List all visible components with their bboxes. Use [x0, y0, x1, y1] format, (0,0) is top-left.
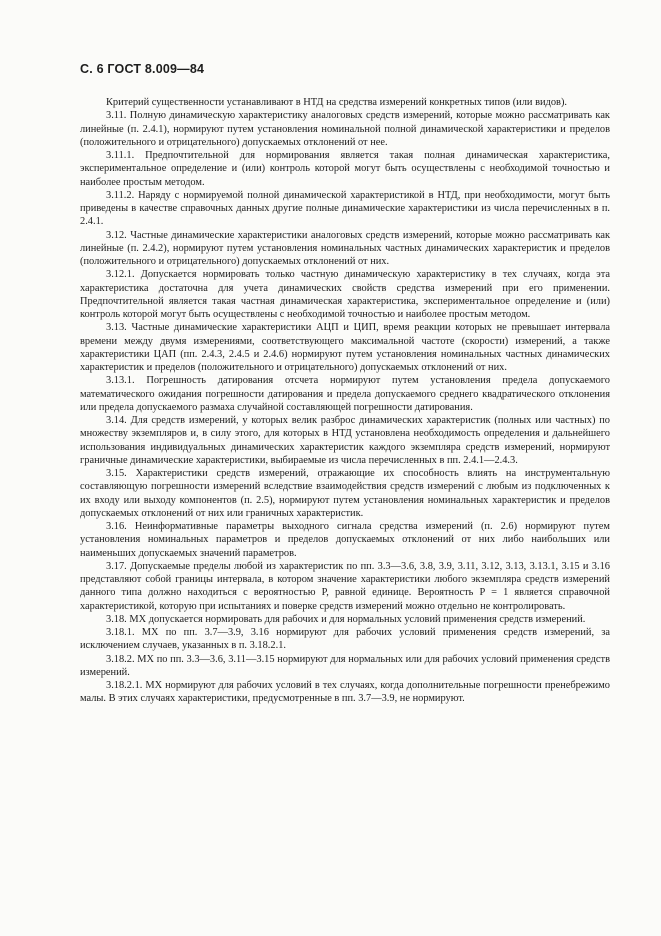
paragraph-3-15: 3.15. Характеристики средств измерений, отражающие их способность влиять на инструментальную составляющую погрешности измерений вследствие взаимодействия средств измерений с любым из подключенных к их входу или выходу компонентов (п. 2.5), нормируют путем установления номинальных характеристик и пределов допускаемых отклонений от них или граничных характеристик.: [80, 468, 610, 519]
paragraph-3-11-2: 3.11.2. Наряду с нормируемой полной динамической характеристикой в НТД, при необходимости, могут быть приведены в качестве справочных данных другие полные динамические характеристики из числа перечисленных в п. 2.4.1.: [80, 189, 610, 228]
document-body: [80, 96, 610, 706]
paragraph-3-17: 3.17. Допускаемые пределы любой из характеристик по пп. 3.3—3.6, 3.8, 3.9, 3.11, 3.12, 3.13, 3.13.1, 3.15 и 3.16 представляют собой границы интервала, в котором значение характеристики любого экземпляра средств измерений данного типа должно находиться с вероятностью P, равной единице. Вероятность P = 1 является справочной характеристикой, которую при испытаниях и поверке средств измерений можно отдельно не контролировать.: [80, 560, 610, 612]
paragraph-3-13: 3.13. Частные динамические характеристики АЦП и ЦИП, время реакции которых не превышает интервала времени между двумя измерениями, соответствующего максимальной частоте (скорости) измерений, а также характеристики ЦАП (пп. 2.4.3, 2.4.5 и 2.4.6) нормируют путем установления номинальных частных динамических характеристик и пределов (положительного и отрицательного) допускаемых отклонений от них.: [80, 322, 610, 373]
paragraph-3-13-1: 3.13.1. Погрешность датирования отсчета нормируют путем установления предела допускаемого математического ожидания погрешности датирования и предела допускаемого среднего квадратического отклонения или предела допускаемого размаха случайной составляющей погрешности датирования.: [80, 375, 610, 413]
paragraph-3-11-1: 3.11.1. Предпочтительной для нормирования является такая полная динамическая характеристика, экспериментальное определение и (или) контроль которой могут быть осуществлены с необходимой точностью и наиболее простым методом.: [80, 150, 610, 188]
paragraph-3-18: 3.18. МХ допускается нормировать для рабочих и для нормальных условий применения средств измерений.: [106, 613, 586, 625]
paragraph-3-12: 3.12. Частные динамические характеристики аналоговых средств измерений, которые можно рассматривать как линейные (п. 2.4.2), нормируют путем установления номинальных частных динамических характеристик и пределов (положительного и отрицательного) допускаемых отклонений от них.: [80, 229, 610, 267]
paragraph-3-18-1: 3.18.1. МХ по пп. 3.7—3.9, 3.16 нормируют для рабочих условий применения средств измерений, за исключением случаев, указанных в п. 3.18.2.1.: [80, 627, 610, 652]
paragraph-3-12-1: 3.12.1. Допускается нормировать только частную динамическую характеристику в тех случаях, когда эта характеристика достаточна для учета динамических свойств средства измерений при его применении. Предпочтительной является такая частная динамическая характеристика, экспериментальное определение и (или) контроль которой могут быть осуществлены с необходимой точностью и наиболее простым методом.: [80, 269, 610, 320]
paragraph-3-16: 3.16. Неинформативные параметры выходного сигнала средства измерений (п. 2.6) нормируют путем установления номинальных параметров и пределов допускаемых отклонений от них либо наибольших или наименьших допускаемых значений параметров.: [80, 521, 610, 559]
paragraph-3-18-2-1: 3.18.2.1. МХ нормируют для рабочих условий в тех случаях, когда дополнительные погрешности пренебрежимо малы. В этих случаях характеристики, предусмотренные в пп. 3.7—3.9, не нормируют.: [80, 680, 610, 705]
paragraph-criterion: Критерий существенности устанавливают в НТД на средства измерений конкретных типов (или видов).: [106, 97, 568, 108]
page-header: С. 6 ГОСТ 8.009—84: [80, 62, 205, 76]
paragraph-3-11: 3.11. Полную динамическую характеристику аналоговых средств измерений, которые можно рассматривать как линейные (п. 2.4.1), нормируют путем установления номинальной полной динамической характеристики и пределов (положительного и отрицательного) допускаемых отклонений от нее.: [80, 110, 610, 148]
paragraph-3-18-2: 3.18.2. МХ по пп. 3.3—3.6, 3.11—3.15 нормируют для нормальных или для рабочих условий применения средств измерений.: [80, 653, 610, 678]
paragraph-3-14: 3.14. Для средств измерений, у которых велик разброс динамических характеристик (полных или частных) по множеству экземпляров и, в силу этого, для которых в НТД установлена необходимость определения и дальнейшего использования индивидуальных динамических характеристик каждого экземпляра средств измерений, нормируют граничные динамические характеристики, выбираемые из числа перечисленных в пп. 2.4.1—2.4.3.: [80, 415, 610, 466]
